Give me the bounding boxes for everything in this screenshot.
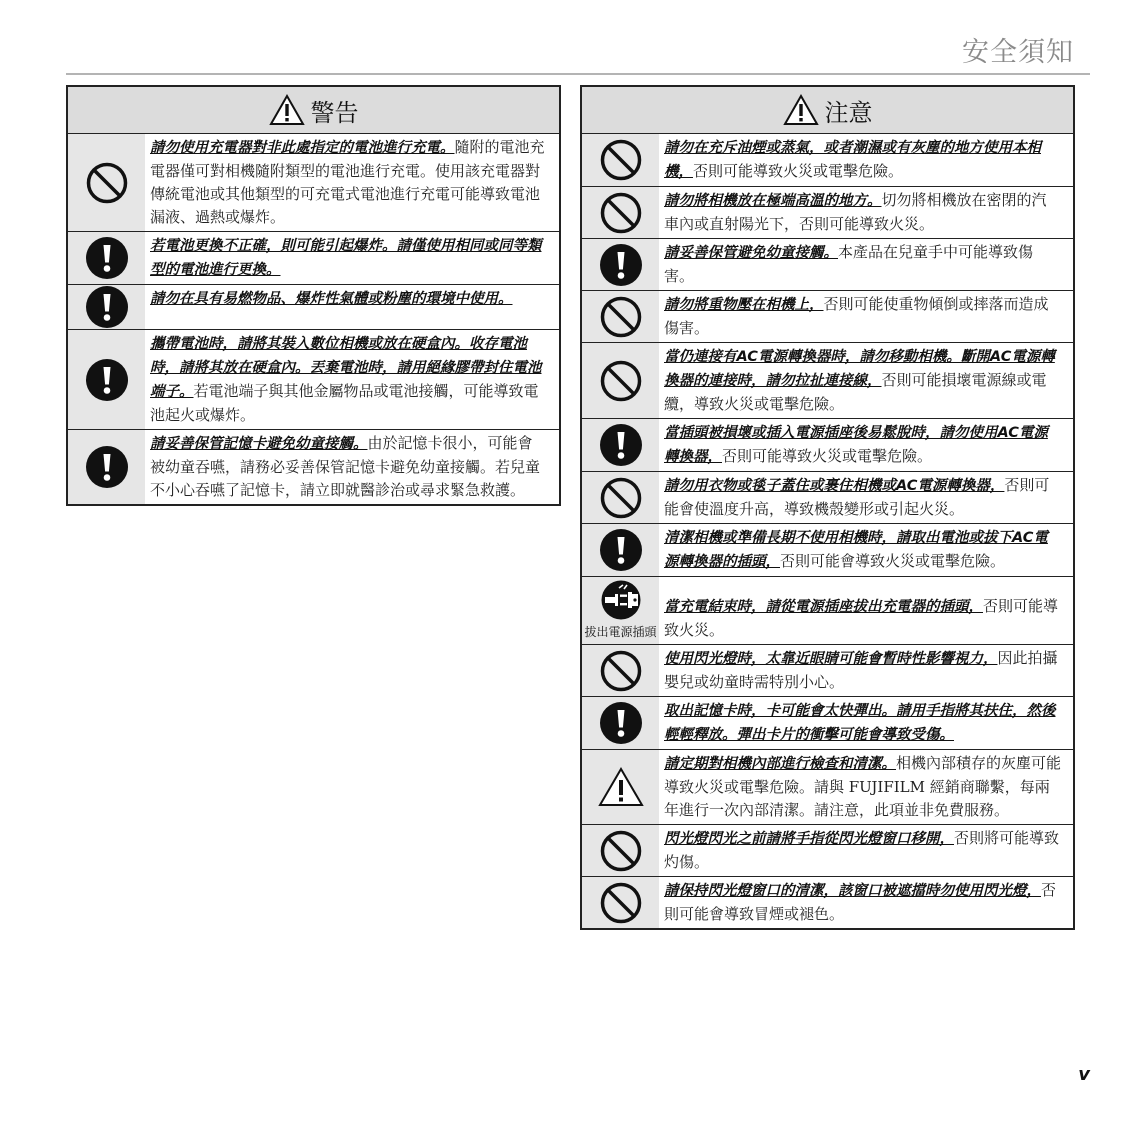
emphasis-text: 請勿在具有易燃物品、爆炸性氣體或粉塵的環境中使用。 (150, 291, 513, 307)
caution-row (582, 696, 1073, 749)
caution-row (582, 749, 1073, 824)
emphasis-text: 取出記憶卡時，卡可能會太快彈出。請用手指將其扶住，然後輕輕釋放。彈出卡片的衝擊可能會導致受傷。 (664, 703, 1056, 743)
mandatory-icon (85, 445, 129, 489)
emphasis-text: 請勿用衣物或毯子蓋住或裹住相機或AC電源轉換器， (664, 478, 1005, 494)
header-divider (66, 73, 1090, 75)
emphasis-text: 當插頭被損壞或插入電源插座後易鬆脫時，請勿使用AC電源轉換器， (664, 425, 1048, 465)
body-text: 否則將可能導致灼傷。 (664, 829, 1060, 871)
mandatory-icon (85, 358, 129, 402)
body-text: 否則可能導致火災或電擊危險。 (693, 162, 904, 180)
row-icon-cell (68, 134, 145, 231)
emphasis-text: 請勿在充斥油煙或蒸氣，或者潮濕或有灰塵的地方使用本相機， (664, 140, 1041, 180)
body-text: 若電池端子與其他金屬物品或電池接觸，可能導致電池起火或爆炸。 (150, 382, 539, 424)
body-text: 否則可能導致火災或電擊危險。 (722, 447, 933, 465)
warning-row (68, 284, 559, 329)
mandatory-icon (85, 285, 129, 329)
caution-row (582, 644, 1073, 696)
row-text (145, 330, 559, 429)
row-icon-cell (582, 187, 659, 238)
caution-row (582, 342, 1073, 418)
row-text (659, 134, 1073, 186)
warning-panel (66, 85, 561, 506)
row-icon-cell (68, 330, 145, 429)
emphasis-text: 清潔相機或準備長期不使用相機時，請取出電池或拔下AC電源轉換器的插頭， (664, 530, 1048, 570)
row-icon-cell (68, 232, 145, 284)
row-icon-cell (582, 750, 659, 824)
caution-row (582, 186, 1073, 238)
prohibited-icon (599, 829, 643, 873)
emphasis-text: 當仍連接有AC電源轉換器時，請勿移動相機。斷開AC電源轉換器的連接時，請勿拉扯連接線， (664, 349, 1055, 389)
emphasis-text: 攜帶電池時，請將其裝入數位相機或放在硬盒內。收存電池時，請將其放在硬盒內。丟棄電池時，請用絕緣膠帶封住電池端子。 (150, 336, 542, 400)
row-text (145, 285, 559, 329)
caution-row (582, 471, 1073, 523)
warning-row (68, 329, 559, 429)
section-title: 安全須知 (962, 37, 1074, 68)
row-text (659, 825, 1073, 876)
caution-row (582, 290, 1073, 342)
emphasis-text: 請勿將相機放在極端高溫的地方。 (664, 193, 882, 209)
mandatory-icon (599, 423, 643, 467)
row-icon-cell (582, 825, 659, 876)
row-icon-cell (582, 134, 659, 186)
caution-row (582, 576, 1073, 644)
row-text (659, 291, 1073, 342)
emphasis-text: 請定期對相機內部進行檢查和清潔。 (664, 756, 896, 772)
body-text: 否則可能會導致冒煙或褪色。 (664, 881, 1057, 923)
caution-panel-title: 注意 (824, 98, 873, 127)
row-text (659, 577, 1073, 644)
row-text (659, 750, 1073, 824)
caution-rows (582, 134, 1073, 928)
body-text: 相機內部積存的灰塵可能導致火災或電擊危險。請與 FUJIFILM 經銷商聯繫，每兩年進行一次內部清潔。請注意，此項並非免費服務。 (664, 754, 1062, 819)
body-text: 否則可能使重物傾倒或摔落而造成傷害。 (664, 295, 1049, 337)
row-icon-cell (582, 877, 659, 928)
prohibited-icon (599, 476, 643, 520)
mandatory-icon (599, 701, 643, 745)
mandatory-icon (599, 243, 643, 287)
emphasis-text: 若電池更換不正確，則可能引起爆炸。請僅使用相同或同等類型的電池進行更換。 (150, 238, 542, 278)
prohibited-icon (599, 191, 643, 235)
body-text: 本產品在兒童手中可能導致傷害。 (664, 243, 1034, 285)
row-text (659, 697, 1073, 749)
caution-panel (580, 85, 1075, 930)
prohibited-icon (599, 138, 643, 182)
warning-triangle-icon (269, 94, 305, 126)
caution-row (582, 134, 1073, 186)
mandatory-icon (85, 236, 129, 280)
caution-panel-header (582, 87, 1073, 134)
caution-row (582, 876, 1073, 928)
body-text: 否則可能損壞電源線或電纜，導致火災或電擊危險。 (664, 371, 1047, 413)
warning-rows (68, 134, 559, 504)
emphasis-text: 請妥善保管避免幼童接觸。 (664, 245, 838, 261)
emphasis-text: 請勿將重物壓在相機上， (664, 297, 824, 313)
warning-row (68, 231, 559, 284)
row-text (659, 877, 1073, 928)
body-text: 由於記憶卡很小，可能會被幼童吞嚥，請務必妥善保管記憶卡避免幼童接觸。若兒童不小心吞嚥了記憶卡，請立即就醫診治或尋求緊急救護。 (150, 434, 541, 499)
row-icon-cell (582, 577, 659, 644)
mandatory-icon (599, 528, 643, 572)
warning-triangle-icon (783, 94, 819, 126)
emphasis-text: 請妥善保管記憶卡避免幼童接觸。 (150, 436, 368, 452)
warning-panel-title: 警告 (310, 98, 359, 127)
warning-row (68, 134, 559, 231)
row-text (659, 419, 1073, 471)
row-icon-cell (582, 697, 659, 749)
row-icon-cell (582, 472, 659, 523)
warning-row (68, 429, 559, 504)
row-icon-cell (582, 291, 659, 342)
emphasis-text: 閃光燈閃光之前請將手指從閃光燈窗口移開， (664, 831, 954, 847)
unplug-icon (601, 580, 641, 620)
row-icon-cell (68, 285, 145, 329)
row-icon-cell (582, 524, 659, 576)
body-text: 否則可能會導致火災或電擊危險。 (780, 552, 1006, 570)
row-text (659, 187, 1073, 238)
row-text (659, 645, 1073, 696)
row-text (659, 239, 1073, 290)
prohibited-icon (599, 295, 643, 339)
caution-row (582, 418, 1073, 471)
body-text: 隨附的電池充電器僅可對相機隨附類型的電池進行充電。使用該充電器對傳統電池或其他類型的可充電式電池進行充電可能導致電池漏液、過熱或爆炸。 (150, 138, 545, 226)
page-number: v (1078, 1064, 1090, 1085)
body-text: 切勿將相機放在密閉的汽車內或直射陽光下，否則可能導致火災。 (664, 191, 1047, 233)
caution-row (582, 523, 1073, 576)
prohibited-icon (599, 359, 643, 403)
caution-row (582, 824, 1073, 876)
row-text (659, 472, 1073, 523)
warning-panel-header (68, 87, 559, 134)
prohibited-icon (85, 161, 129, 205)
row-icon-cell (582, 239, 659, 290)
row-icon-cell (68, 430, 145, 504)
row-text (659, 524, 1073, 576)
prohibited-icon (599, 649, 643, 693)
caution-icon (597, 766, 645, 808)
row-text (145, 232, 559, 284)
body-text: 因此拍攝嬰兒或幼童時需特別小心。 (664, 649, 1058, 691)
emphasis-text: 請保持閃光燈窗口的清潔，該窗口被遮擋時勿使用閃光燈， (664, 883, 1041, 899)
row-text (145, 134, 559, 231)
caution-row (582, 238, 1073, 290)
prohibited-icon (599, 881, 643, 925)
row-icon-cell (582, 419, 659, 471)
row-text (659, 343, 1073, 418)
emphasis-text: 使用閃光燈時，太靠近眼睛可能會暫時性影響視力， (664, 651, 998, 667)
body-text: 否則可能會使溫度升高，導致機殼變形或引起火災。 (664, 476, 1050, 518)
emphasis-text: 請勿使用充電器對非此處指定的電池進行充電。 (150, 140, 455, 156)
row-icon-cell (582, 343, 659, 418)
row-text (145, 430, 559, 504)
icon-label: 拔出電源插頭 (584, 624, 657, 639)
emphasis-text: 當充電結束時，請從電源插座拔出充電器的插頭， (664, 599, 983, 615)
row-icon-cell (582, 645, 659, 696)
body-text: 否則可能導致火災。 (664, 597, 1059, 639)
